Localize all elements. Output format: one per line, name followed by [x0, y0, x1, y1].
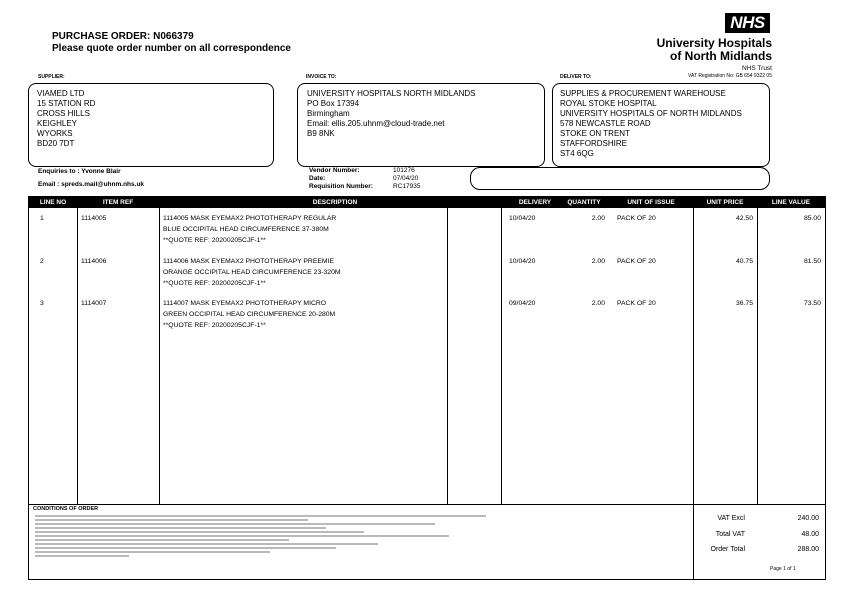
row-line-no: 3 [40, 300, 44, 307]
requisition-number-label: Requisition Number: [309, 183, 373, 190]
deliver-line: ROYAL STOKE HOSPITAL [560, 99, 657, 108]
org-name-line2: of North Midlands [670, 49, 772, 63]
row-quantity: 2.00 [591, 300, 605, 307]
enquiries-contact: Enquiries to : Yvonne Blair [38, 168, 121, 175]
conditions-fine-print [35, 515, 505, 559]
vendor-number-value: 101276 [393, 167, 415, 174]
deliver-line: SUPPLIES & PROCUREMENT WAREHOUSE [560, 89, 726, 98]
vat-excl-value: 240.00 [797, 515, 819, 522]
date-value: 07/04/20 [393, 175, 419, 182]
row-item-ref: 1114007 [81, 300, 107, 307]
row-desc-line: 1114005 MASK EYEMAX2 PHOTOTHERAPY REGULAR [163, 215, 337, 222]
row-line-no: 1 [40, 215, 44, 222]
requisition-number-value: RC17935 [393, 183, 421, 190]
supplier-line: 15 STATION RD [37, 99, 96, 108]
row-desc-line: **QUOTE REF: 20200205CJF-1** [163, 237, 266, 244]
nhs-logo: NHS [725, 13, 770, 33]
column-divider [757, 208, 758, 504]
invoice-line: B9 8NK [307, 129, 335, 138]
order-lines-table [28, 196, 826, 580]
col-header-description: DESCRIPTION [159, 197, 511, 208]
supplier-line: WYORKS [37, 129, 73, 138]
page-number: Page 1 of 1 [770, 566, 796, 572]
row-unit-price: 42.50 [735, 215, 753, 222]
vendor-number-label: Vendor Number: [309, 167, 360, 174]
invoice-line: UNIVERSITY HOSPITALS NORTH MIDLANDS [307, 89, 476, 98]
col-header-unit-of-issue: UNIT OF ISSUE [609, 197, 693, 208]
deliver-to-label: DELIVER TO: [560, 74, 592, 80]
col-header-unit-price: UNIT PRICE [693, 197, 757, 208]
row-quantity: 2.00 [591, 215, 605, 222]
total-vat-label: Total VAT [715, 531, 745, 538]
row-delivery: 10/04/20 [509, 258, 536, 265]
col-header-line-no: LINE NO [29, 197, 77, 208]
po-title: PURCHASE ORDER: N066379 [52, 31, 194, 42]
invoice-line: PO Box 17394 [307, 99, 360, 108]
supplier-address [37, 89, 95, 149]
date-label: Date: [309, 175, 326, 182]
col-header-item-ref: ITEM REF [77, 197, 159, 208]
deliver-line: 578 NEWCASTLE ROAD [560, 119, 651, 128]
deliver-line: STAFFORDSHIRE [560, 139, 627, 148]
column-divider [77, 208, 78, 504]
supplier-line: KEIGHLEY [37, 119, 78, 128]
order-total-label: Order Total [710, 546, 745, 553]
order-total-value: 288.00 [797, 546, 819, 553]
total-vat-value: 48.00 [801, 531, 819, 538]
invoice-to-address [307, 89, 475, 139]
column-divider [501, 208, 502, 504]
deliver-line: UNIVERSITY HOSPITALS OF NORTH MIDLANDS [560, 109, 742, 118]
row-line-value: 73.50 [803, 300, 821, 307]
po-instruction: Please quote order number on all correspondence [52, 43, 291, 54]
invoice-to-label: INVOICE TO: [306, 74, 337, 80]
row-delivery: 09/04/20 [509, 300, 536, 307]
vat-registration: VAT Registration No: GB 654 9322 05 [688, 73, 772, 79]
vat-excl-label: VAT Excl [717, 515, 745, 522]
col-header-quantity: QUANTITY [559, 197, 609, 208]
deliver-line: STOKE ON TRENT [560, 129, 630, 138]
row-unit-of-issue: PACK OF 20 [617, 258, 656, 265]
supplier-line: CROSS HILLS [37, 109, 90, 118]
row-unit-price: 36.75 [735, 300, 753, 307]
col-header-line-value: LINE VALUE [757, 197, 825, 208]
org-name-line1: University Hospitals [656, 36, 772, 50]
col-header-delivery: DELIVERY [511, 197, 559, 208]
conditions-title: CONDITIONS OF ORDER [33, 506, 99, 512]
row-line-value: 85.00 [803, 215, 821, 222]
row-delivery: 10/04/20 [509, 215, 536, 222]
invoice-line: Birmingham [307, 109, 350, 118]
row-desc-line: 1114006 MASK EYEMAX2 PHOTOTHERAPY PREEMIE [163, 258, 334, 265]
row-unit-of-issue: PACK OF 20 [617, 300, 656, 307]
enquiries-email: Email : spreds.mail@uhnm.nhs.uk [38, 181, 145, 188]
supplier-line: VIAMED LTD [37, 89, 85, 98]
row-desc-line: 1114007 MASK EYEMAX2 PHOTOTHERAPY MICRO [163, 300, 327, 307]
totals-divider [29, 504, 825, 505]
column-divider [447, 208, 448, 504]
supplier-line: BD20 7DT [37, 139, 75, 148]
invoice-line: Email: ellis.205.uhnm@cloud-trade.net [307, 119, 445, 128]
row-item-ref: 1114006 [81, 258, 107, 265]
org-trust: NHS Trust [742, 65, 772, 72]
deliver-to-address [560, 89, 742, 159]
row-line-value: 81.50 [803, 258, 821, 265]
deliver-line: ST4 6QG [560, 149, 594, 158]
row-unit-price: 40.75 [735, 258, 753, 265]
row-item-ref: 1114005 [81, 215, 107, 222]
row-desc-line: BLUE OCCIPITAL HEAD CIRCUMFERENCE 37-380M [163, 226, 329, 233]
row-line-no: 2 [40, 258, 44, 265]
row-unit-of-issue: PACK OF 20 [617, 215, 656, 222]
row-desc-line: GREEN OCCIPITAL HEAD CIRCUMFERENCE 20-280M [163, 311, 336, 318]
column-divider [159, 208, 160, 504]
row-desc-line: **QUOTE REF: 20200205CJF-1** [163, 280, 266, 287]
row-desc-line: ORANGE OCCIPITAL HEAD CIRCUMFERENCE 23-320M [163, 269, 341, 276]
supplier-label: SUPPLIER: [38, 74, 65, 80]
blank-notes-box [470, 167, 770, 190]
row-quantity: 2.00 [591, 258, 605, 265]
row-desc-line: **QUOTE REF: 20200205CJF-1** [163, 322, 266, 329]
